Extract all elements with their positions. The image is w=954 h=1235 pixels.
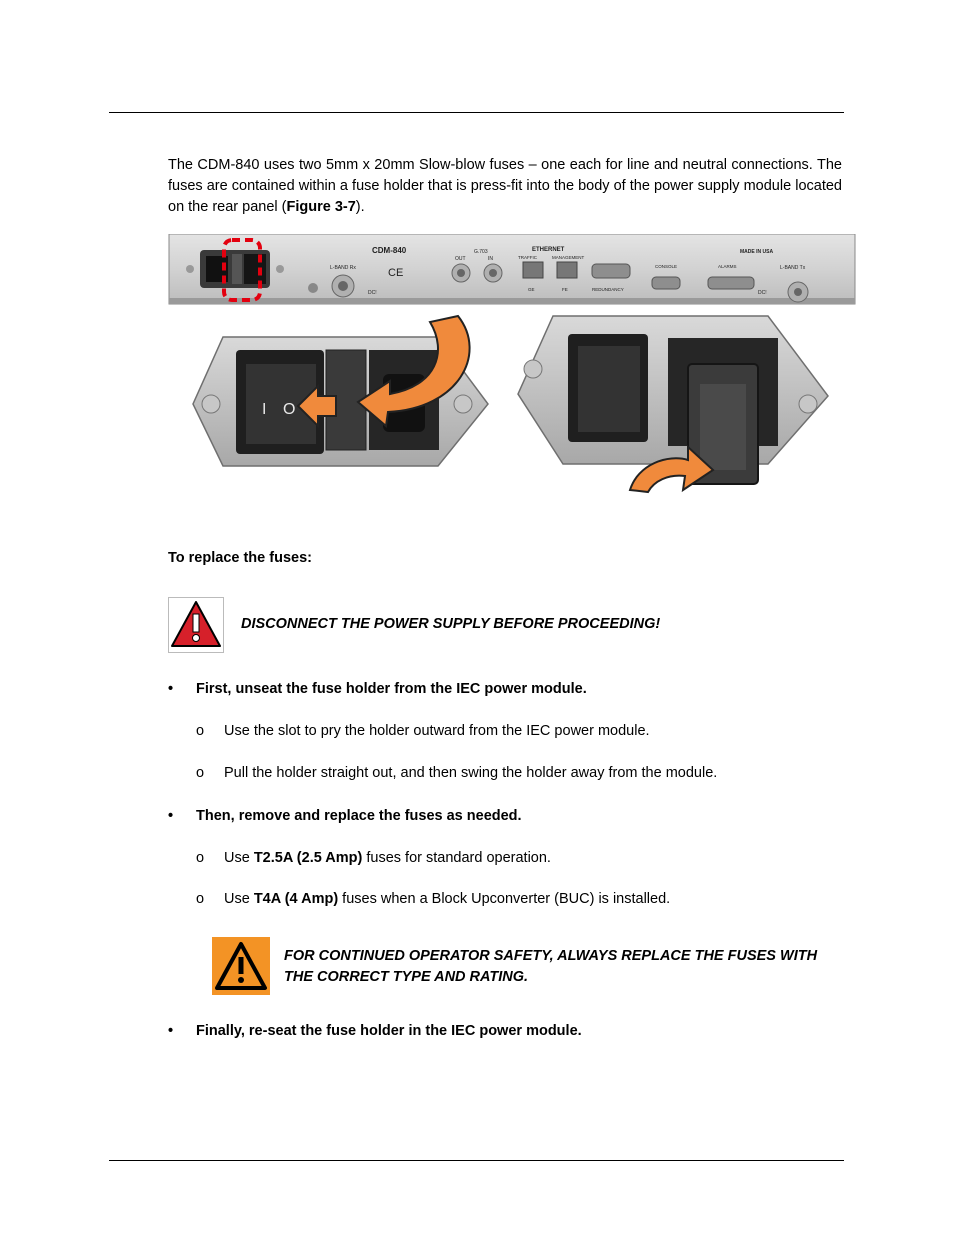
intro-paragraph: [168, 155, 842, 218]
panel-label-console: CONSOLE: [655, 264, 678, 269]
panel-label-g703: G.703: [474, 249, 488, 255]
panel-label-alarms: ALARMS: [718, 264, 737, 269]
bullet-marker: •: [168, 681, 174, 697]
panel-label-dc-tx: DC!: [758, 290, 767, 296]
disconnect-warning-text: DISCONNECT THE POWER SUPPLY BEFORE PROCEEDING!: [241, 616, 661, 632]
fuse-figure: [168, 234, 856, 502]
panel-label-ethernet: ETHERNET: [532, 247, 565, 253]
bullet-marker: •: [168, 808, 174, 824]
panel-label-traffic: TRAFFIC: [518, 255, 537, 260]
sub-bullet-marker: o: [196, 765, 205, 781]
danger-warning-icon: [168, 597, 224, 653]
sub-bullet-marker: o: [196, 723, 205, 739]
intro-text: The CDM-840 uses two 5mm x 20mm Slow-blow fuses – one each for line and neutral connections. The fuses are contained within a fuse holder that is press-fit into the body of the power supply module located on the rear panel (: [168, 157, 842, 215]
fuse-rating-buc: T4A (4 Amp): [253, 891, 339, 907]
step-1-sub-1-text: Use the slot to pry the holder outward from the IEC power module.: [224, 723, 650, 739]
sub-bullet-marker: o: [196, 850, 205, 866]
header-rule: [109, 112, 844, 113]
panel-label-redundancy: REDUNDANCY: [592, 287, 624, 292]
rear-panel: [169, 234, 855, 304]
caution-warning-icon: [212, 937, 270, 995]
step-1-sub-2-text: Pull the holder straight out, and then swing the holder away from the module.: [224, 765, 718, 781]
switch-off-glyph: O: [283, 401, 296, 418]
sub-bullet-marker: o: [196, 891, 205, 907]
fuse-rating-standard: T2.5A (2.5 Amp): [253, 850, 363, 866]
footer-rule: [109, 1160, 844, 1161]
panel-label-lband-tx: L-BAND Tx: [780, 265, 806, 271]
power-module-closeup-unseated: [518, 316, 828, 492]
section-heading: To replace the fuses:: [168, 550, 312, 566]
panel-ce-mark: CE: [388, 267, 404, 279]
fuse-use-prefix: Use: [224, 850, 254, 866]
step-2-sub-2-text: [224, 891, 670, 907]
panel-label-lband-rx: L-BAND Rx: [330, 265, 356, 271]
step-2-sub-1-text: [224, 850, 551, 866]
switch-on-glyph: I: [262, 401, 267, 418]
intro-text-end: ).: [355, 199, 365, 215]
power-module-closeup-seated: [193, 316, 488, 466]
panel-label-in: IN: [488, 256, 493, 262]
step-1-title: First, unseat the fuse holder from the IEC power module.: [196, 681, 587, 697]
fuse-use-suffix: fuses for standard operation.: [362, 850, 551, 866]
fuse-use-prefix: Use: [224, 891, 254, 907]
figure-reference: Figure 3-7: [286, 199, 356, 215]
panel-label-ge: GE: [528, 287, 535, 292]
panel-label-fe: FE: [562, 287, 568, 292]
fuse-use-suffix: fuses when a Block Upconverter (BUC) is installed.: [338, 891, 671, 907]
bullet-marker: •: [168, 1023, 174, 1039]
fuse-safety-warning-text: FOR CONTINUED OPERATOR SAFETY, ALWAYS REPLACE THE FUSES WITH THE CORRECT TYPE AND RATING.: [284, 948, 818, 985]
panel-model-label: CDM-840: [372, 246, 407, 255]
step-2-title: Then, remove and replace the fuses as needed.: [196, 808, 522, 824]
panel-label-dc: DC!: [368, 290, 377, 296]
panel-label-management: MANAGEMENT: [552, 255, 585, 260]
fuse-figure-illustration: [168, 234, 856, 502]
panel-label-out: OUT: [455, 256, 466, 262]
step-3-title: Finally, re-seat the fuse holder in the IEC power module.: [196, 1023, 582, 1039]
panel-label-made-in: MADE IN USA: [740, 249, 774, 255]
